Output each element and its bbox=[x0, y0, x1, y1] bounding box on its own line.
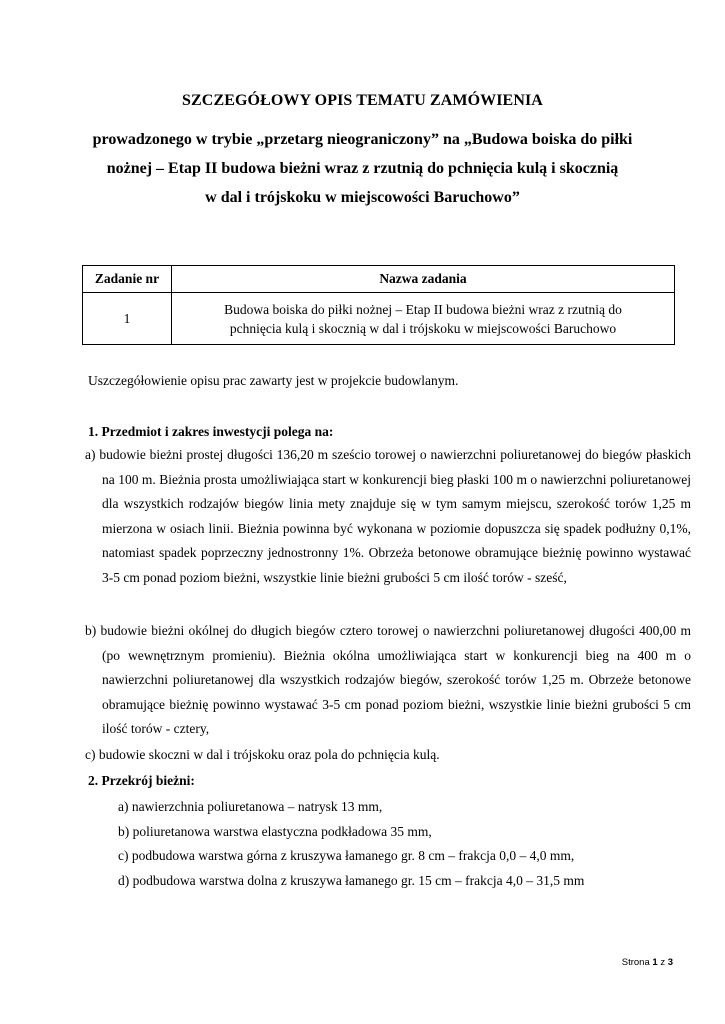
column-header-task-name: Nazwa zadania bbox=[172, 266, 675, 293]
task-name-line-2: pchnięcia kulą i skocznią w dal i trójskoku w miejscowości Baruchowo bbox=[229, 320, 617, 336]
list-item: b) poliuretanowa warstwa elastyczna podkładowa 35 mm, bbox=[118, 823, 432, 839]
footer-of-label: z bbox=[660, 957, 666, 968]
document-title: SZCZEGÓŁOWY OPIS TEMATU ZAMÓWIENIA bbox=[182, 92, 543, 109]
subtitle-line-3: w dal i trójskoku w miejscowości Baruchowo” bbox=[205, 189, 520, 206]
section-2-list bbox=[118, 795, 584, 893]
footer-page-number: 1 bbox=[652, 957, 658, 968]
page-footer bbox=[622, 957, 673, 968]
subtitle-line-1: prowadzonego w trybie „przetarg nieograniczony” na „Budowa boiska do piłki bbox=[92, 131, 633, 148]
list-item: a) nawierzchnia poliuretanowa – natrysk 13 mm, bbox=[118, 799, 383, 814]
subtitle-line-2: nożnej – Etap II budowa bieżni wraz z rzutnią do pchnięcia kulą i skocznią bbox=[106, 160, 619, 177]
section-1-item-a: a) budowie bieżni prostej długości 136,20 m sześcio torowej o nawierzchni poliuretanowej do biegów płaskich na 100 m. Bieżnia prosta umożliwiająca start w konkurencji bieg płaski 100 m o nawierzchni poliuretanowej dla wszystkich rodzajów biegów linia mety znajduje się w tym samym miejscu, szerokość torów 1,25 m mierzona w osiach linii. Bieżnia powinna być wykonana w poziomie dopuszcza się spadek podłużny 0,1%, natomiast spadek poprzeczny jednostronny 1%. Obrzeża betonowe obramujące bieżnię powinno wystawać 3-5 cm ponad poziom bieżni, wszystkie linie bieżni grubości 5 cm ilość torów - sześć, bbox=[85, 447, 691, 585]
list-item: c) podbudowa warstwa górna z kruszywa łamanego gr. 8 cm – frakcja 0,0 – 4,0 mm, bbox=[118, 848, 575, 864]
intro-paragraph: Uszczegółowienie opisu prac zawarty jest w projekcie budowlanym. bbox=[88, 373, 459, 388]
task-number-cell: 1 bbox=[83, 293, 172, 345]
section-2-heading: 2. Przekrój bieżni: bbox=[88, 773, 195, 788]
document-subtitle bbox=[70, 125, 655, 212]
task-name-line-1: Budowa boiska do piłki nożnej – Etap II budowa bieżni wraz z rzutnią do bbox=[224, 301, 622, 317]
footer-page-label: Strona bbox=[621, 957, 650, 968]
list-item: d) podbudowa warstwa dolna z kruszywa łamanego gr. 15 cm – frakcja 4,0 – 31,5 mm bbox=[118, 872, 585, 888]
tasks-table bbox=[82, 265, 675, 345]
task-name-cell bbox=[172, 293, 675, 345]
footer-page-total: 3 bbox=[667, 957, 673, 968]
column-header-task-number: Zadanie nr bbox=[83, 266, 172, 293]
table-row bbox=[83, 293, 675, 345]
section-1-item-c: c) budowie skoczni w dal i trójskoku oraz pola do pchnięcia kulą. bbox=[85, 747, 440, 762]
table-header-row bbox=[83, 266, 675, 293]
section-1-heading: 1. Przedmiot i zakres inwestycji polega na: bbox=[88, 424, 334, 439]
section-1-item-b: b) budowie bieżni okólnej do długich biegów cztero torowej o nawierzchni poliuretanowej długości 400,00 m (po wewnętrznym promieniu). Bieżnia okólna umożliwiająca start w konkurencji bieg na 400 m o nawierzchni poliuretanowej dla wszystkich rodzajów biegów, szerokość torów 1,25 m. Obrzeże betonowe obramujące bieżnię powinno wystawać 3-5 cm ponad poziom bieżni, wszystkie linie bieżni grubości 5 cm ilość torów - cztery, bbox=[85, 623, 691, 737]
